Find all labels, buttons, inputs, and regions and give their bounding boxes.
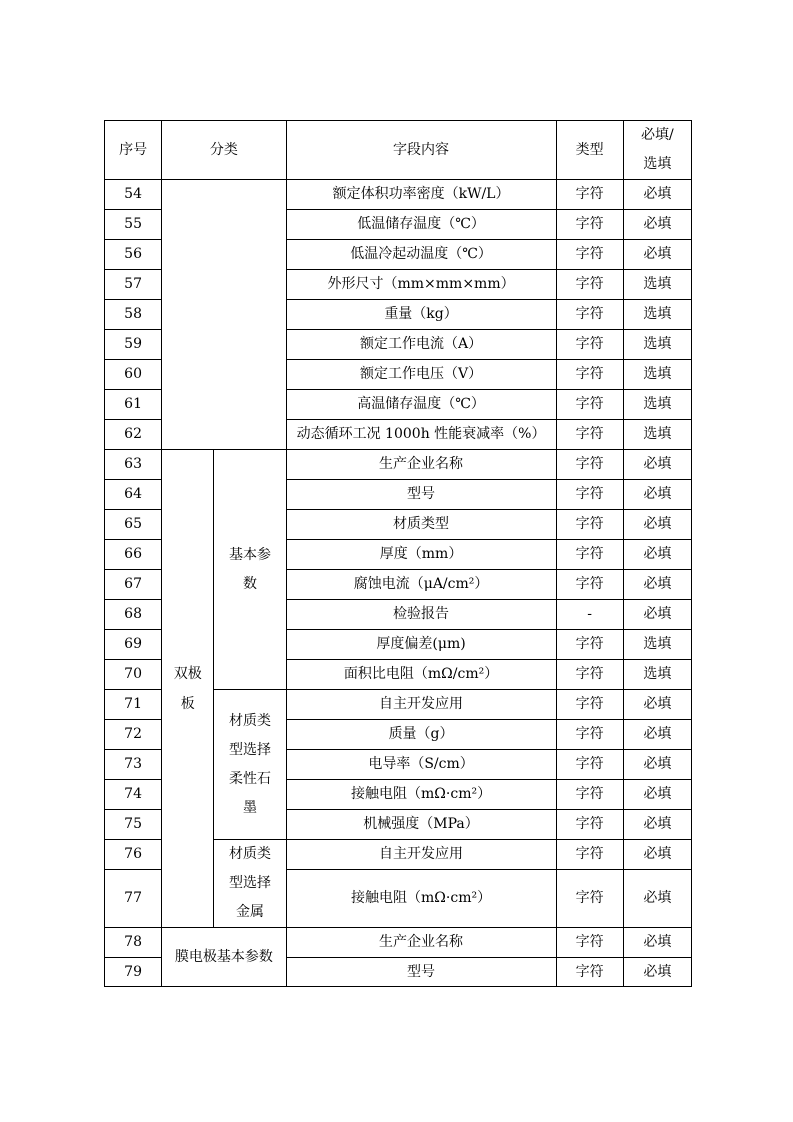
header-seq: 序号: [105, 121, 162, 180]
header-required: [623, 121, 691, 180]
row-type: 字符: [556, 270, 623, 300]
row-type: 字符: [556, 300, 623, 330]
group-metal: [214, 840, 286, 928]
group-bipolar-plate-label: 双极板: [173, 665, 202, 712]
row-field: 额定工作电压（V）: [286, 360, 556, 390]
row-type: 字符: [556, 480, 623, 510]
row-field: 厚度偏差(μm): [286, 630, 556, 660]
row-seq: 62: [105, 420, 162, 450]
row-required: 必填: [623, 600, 691, 630]
row-field: 面积比电阻（mΩ/cm²）: [286, 660, 556, 690]
row-seq: 56: [105, 240, 162, 270]
row-seq: 77: [105, 870, 162, 928]
row-required: 必填: [623, 928, 691, 958]
group-basic-params-line1: 基本参: [228, 546, 271, 563]
header-required-line2: 选填: [643, 156, 672, 172]
row-field: 动态循环工况 1000h 性能衰减率（%）: [286, 420, 556, 450]
row-type: 字符: [556, 180, 623, 210]
row-required: 必填: [623, 570, 691, 600]
row-type: 字符: [556, 720, 623, 750]
row-seq: 69: [105, 630, 162, 660]
row-seq: 70: [105, 660, 162, 690]
row-type: 字符: [556, 360, 623, 390]
row-field: 低温储存温度（℃）: [286, 210, 556, 240]
group-metal-line1: 材质类: [228, 846, 271, 862]
spec-table: [104, 120, 692, 987]
group-graphite-line4: 墨: [242, 799, 257, 816]
table-row: [105, 180, 692, 210]
row-type: 字符: [556, 570, 623, 600]
row-field: 电导率（S/cm）: [286, 750, 556, 780]
row-required: 必填: [623, 810, 691, 840]
row-seq: 63: [105, 450, 162, 480]
header-row: [105, 121, 692, 180]
row-seq: 71: [105, 690, 162, 720]
row-required: 选填: [623, 270, 691, 300]
row-field: 自主开发应用: [286, 840, 556, 870]
row-seq: 72: [105, 720, 162, 750]
row-field: 材质类型: [286, 510, 556, 540]
row-required: 必填: [623, 690, 691, 720]
row-seq: 66: [105, 540, 162, 570]
row-required: 必填: [623, 240, 691, 270]
row-type: 字符: [556, 630, 623, 660]
row-type: 字符: [556, 240, 623, 270]
row-seq: 67: [105, 570, 162, 600]
row-type: 字符: [556, 390, 623, 420]
row-field: 额定工作电流（A）: [286, 330, 556, 360]
row-required: 必填: [623, 750, 691, 780]
row-field: 接触电阻（mΩ·cm²）: [286, 780, 556, 810]
row-type: 字符: [556, 660, 623, 690]
row-type: 字符: [556, 840, 623, 870]
row-seq: 74: [105, 780, 162, 810]
row-type: 字符: [556, 958, 623, 987]
row-required: 选填: [623, 300, 691, 330]
row-required: 必填: [623, 780, 691, 810]
row-required: 必填: [623, 720, 691, 750]
row-required: 必填: [623, 210, 691, 240]
row-seq: 78: [105, 928, 162, 958]
row-seq: 58: [105, 300, 162, 330]
row-required: 选填: [623, 390, 691, 420]
row-field: 质量（g）: [286, 720, 556, 750]
row-required: 必填: [623, 870, 691, 928]
row-seq: 54: [105, 180, 162, 210]
header-type: 类型: [556, 121, 623, 180]
row-field: 自主开发应用: [286, 690, 556, 720]
row-type: 字符: [556, 690, 623, 720]
row-type: 字符: [556, 210, 623, 240]
row-seq: 55: [105, 210, 162, 240]
row-field: 额定体积功率密度（kW/L）: [286, 180, 556, 210]
row-required: 选填: [623, 330, 691, 360]
group-membrane-electrode: 膜电极基本参数: [162, 928, 286, 987]
row-type: 字符: [556, 510, 623, 540]
header-category: 分类: [162, 121, 286, 180]
group-graphite: [214, 690, 286, 840]
row-seq: 76: [105, 840, 162, 870]
row-seq: 65: [105, 510, 162, 540]
row-type: 字符: [556, 330, 623, 360]
group-metal-line3: 金属: [235, 904, 264, 920]
row-type: -: [556, 600, 623, 630]
row-seq: 59: [105, 330, 162, 360]
row-field: 腐蚀电流（μA/cm²）: [286, 570, 556, 600]
row-field: 生产企业名称: [286, 928, 556, 958]
row-field: 型号: [286, 958, 556, 987]
row-required: 必填: [623, 480, 691, 510]
group-basic-params-line2: 数: [242, 575, 257, 592]
row-type: 字符: [556, 810, 623, 840]
row-seq: 64: [105, 480, 162, 510]
row-required: 必填: [623, 958, 691, 987]
row-seq: 57: [105, 270, 162, 300]
row-seq: 68: [105, 600, 162, 630]
row-seq: 79: [105, 958, 162, 987]
group-basic-params: [214, 450, 286, 690]
group-graphite-line2: 型选择: [228, 741, 271, 758]
row-field: 生产企业名称: [286, 450, 556, 480]
row-field: 型号: [286, 480, 556, 510]
row-required: 必填: [623, 540, 691, 570]
row-type: 字符: [556, 450, 623, 480]
row-seq: 75: [105, 810, 162, 840]
row-seq: 61: [105, 390, 162, 420]
row-required: 选填: [623, 660, 691, 690]
row-field: 检验报告: [286, 600, 556, 630]
row-type: 字符: [556, 540, 623, 570]
row-seq: 73: [105, 750, 162, 780]
row-field: 厚度（mm）: [286, 540, 556, 570]
row-type: 字符: [556, 928, 623, 958]
row-field: 高温储存温度（℃）: [286, 390, 556, 420]
row-required: 选填: [623, 630, 691, 660]
table-row: [105, 928, 692, 958]
row-type: 字符: [556, 420, 623, 450]
row-type: 字符: [556, 780, 623, 810]
row-type: 字符: [556, 750, 623, 780]
group-graphite-line1: 材质类: [228, 712, 271, 729]
row-required: 选填: [623, 420, 691, 450]
table-row: [105, 450, 692, 480]
row-field: 低温冷起动温度（℃）: [286, 240, 556, 270]
row-field: 机械强度（MPa）: [286, 810, 556, 840]
header-field: 字段内容: [286, 121, 556, 180]
row-field: 重量（kg）: [286, 300, 556, 330]
category-stack-empty: [162, 180, 286, 450]
row-required: 必填: [623, 840, 691, 870]
row-field: 接触电阻（mΩ·cm²）: [286, 870, 556, 928]
header-required-line1: 必填/: [641, 127, 674, 143]
group-metal-line2: 型选择: [228, 875, 271, 891]
row-required: 必填: [623, 510, 691, 540]
group-graphite-line3: 柔性石: [228, 770, 271, 787]
row-required: 必填: [623, 450, 691, 480]
group-bipolar-plate: [162, 450, 214, 928]
row-field: 外形尺寸（mm×mm×mm）: [286, 270, 556, 300]
row-required: 选填: [623, 360, 691, 390]
row-required: 必填: [623, 180, 691, 210]
row-seq: 60: [105, 360, 162, 390]
row-type: 字符: [556, 870, 623, 928]
